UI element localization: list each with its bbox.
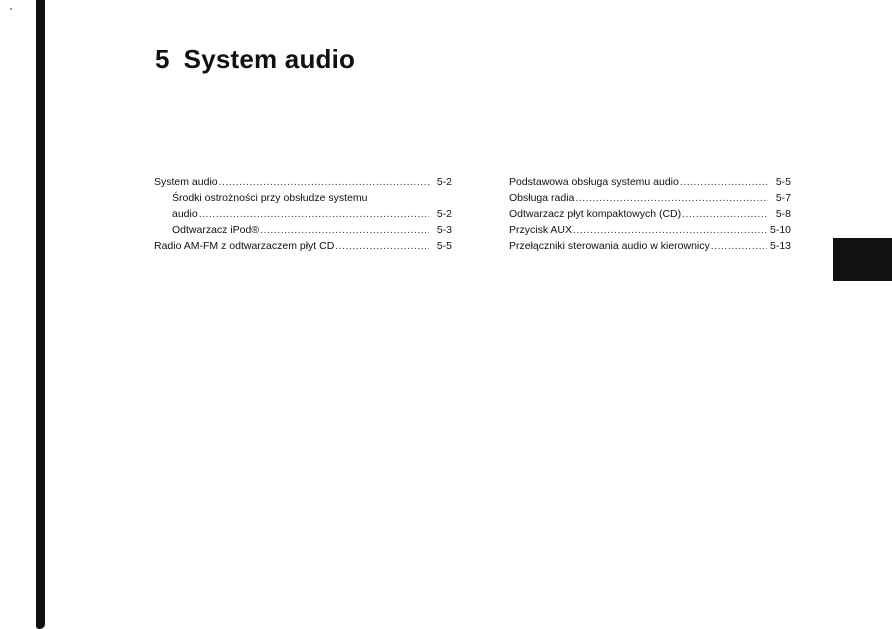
toc-entry-label: Odtwarzacz iPod® [172,224,260,236]
toc-entry-label: Obsługa radia [509,192,575,204]
dot-leader [575,190,768,206]
dot-leader [219,174,429,190]
toc-entry[interactable] [509,174,791,190]
chapter-thumb-tab [833,238,892,281]
chapter-title-text: System audio [183,44,356,74]
toc-entry[interactable] [154,174,452,190]
toc-entry-label: audio [172,208,198,220]
chapter-title [155,44,355,75]
toc-entry-page: 5-2 [436,208,452,220]
toc-entry-label: System audio [154,176,218,188]
toc-entry-label: Odtwarzacz płyt kompaktowych (CD) [509,208,682,220]
toc-entry[interactable] [509,190,791,206]
toc-right-column [509,174,791,254]
toc-entry-page: 5-5 [775,176,791,188]
toc-entry[interactable] [509,206,791,222]
toc-entry-label: Radio AM-FM z odtwarzaczem płyt CD [154,240,335,252]
dot-leader [260,222,429,238]
toc-entry-page: 5-3 [436,224,452,236]
dot-leader [199,206,429,222]
dot-leader [573,222,767,238]
page-binding-bar [36,0,45,629]
scan-speck [10,8,12,10]
dot-leader [680,174,768,190]
toc-entry-page: 5-8 [775,208,791,220]
toc-entry[interactable] [154,206,452,222]
dot-leader [335,238,429,254]
toc-entry[interactable] [509,222,791,238]
toc-entry[interactable] [509,238,791,254]
toc-entry-page: 5-13 [769,240,791,252]
toc-entry-label: Przycisk AUX [509,224,573,236]
toc-entry[interactable] [154,238,452,254]
toc-entry[interactable] [154,190,452,206]
toc-entry[interactable] [154,222,452,238]
dot-leader [682,206,768,222]
toc-entry-label: Przełączniki sterowania audio w kierownicy [509,240,710,252]
toc-entry-label: Podstawowa obsługa systemu audio [509,176,679,188]
toc-left-column [154,174,452,254]
toc-entry-page: 5-2 [436,176,452,188]
toc-entry-page: 5-10 [769,224,791,236]
dot-leader [711,238,767,254]
chapter-number: 5 [155,44,170,74]
toc-entry-label: Środki ostrożności przy obsłudze systemu [172,192,368,204]
toc-entry-page: 5-7 [775,192,791,204]
toc-entry-page: 5-5 [436,240,452,252]
